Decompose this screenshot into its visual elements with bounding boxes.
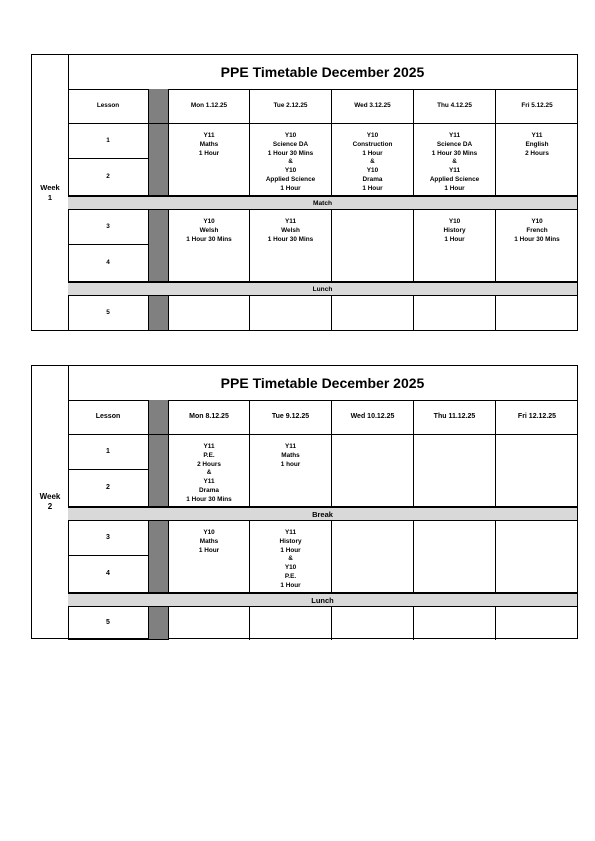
day-header: Wed 10.12.25 [332, 400, 414, 435]
exam-slot [332, 296, 414, 331]
lesson-number: 5 [68, 607, 149, 640]
week-table [31, 365, 578, 639]
spacer-column [149, 435, 169, 507]
lesson-number: 5 [68, 296, 149, 331]
exam-slot [414, 435, 496, 507]
day-header: Mon 8.12.25 [169, 400, 250, 435]
lesson-number: 3 [68, 521, 149, 556]
exam-slot: Y10 Construction 1 Hour & Y10 Drama 1 Hour [332, 124, 414, 196]
exam-slot: Y11 Maths 1 Hour [169, 124, 250, 196]
day-header: Thu 11.12.25 [414, 400, 496, 435]
exam-slot [414, 607, 496, 640]
lesson-number: 3 [68, 210, 149, 245]
week-label: Week 1 [32, 55, 69, 330]
exam-slot: Y10 Welsh 1 Hour 30 Mins [169, 210, 250, 282]
exam-slot: Y10 Science DA 1 Hour 30 Mins & Y10 Applied Science 1 Hour [250, 124, 332, 196]
timetable-title: PPE Timetable December 2025 [68, 366, 577, 401]
exam-slot: Y11 Welsh 1 Hour 30 Mins [250, 210, 332, 282]
exam-slot: Y11 Science DA 1 Hour 30 Mins & Y11 Applied Science 1 Hour [414, 124, 496, 196]
day-header: Wed 3.12.25 [332, 89, 414, 124]
day-header: Tue 9.12.25 [250, 400, 332, 435]
lesson-number: 2 [68, 470, 149, 507]
spacer-column [149, 89, 169, 124]
exam-slot [332, 435, 414, 507]
exam-slot: Y11 History 1 Hour & Y10 P.E. 1 Hour [250, 521, 332, 593]
lunch-band: Lunch [68, 282, 577, 296]
lesson-header: Lesson [68, 400, 149, 435]
exam-slot [332, 521, 414, 593]
lesson-number: 4 [68, 245, 149, 282]
break-band: Break [68, 507, 577, 521]
spacer-column [149, 210, 169, 282]
spacer-column [149, 124, 169, 196]
exam-slot [250, 296, 332, 331]
spacer-column [149, 607, 169, 640]
spacer-column [149, 400, 169, 435]
week-label: Week 2 [32, 366, 69, 638]
day-header: Fri 12.12.25 [496, 400, 578, 435]
exam-slot [250, 607, 332, 640]
lunch-band: Lunch [68, 593, 577, 607]
lesson-number: 2 [68, 159, 149, 196]
day-header: Mon 1.12.25 [169, 89, 250, 124]
exam-slot [332, 607, 414, 640]
exam-slot [332, 210, 414, 282]
exam-slot [496, 521, 578, 593]
exam-slot [496, 435, 578, 507]
exam-slot [414, 521, 496, 593]
spacer-column [149, 521, 169, 593]
day-header: Fri 5.12.25 [496, 89, 578, 124]
day-header: Thu 4.12.25 [414, 89, 496, 124]
exam-slot: Y10 French 1 Hour 30 Mins [496, 210, 578, 282]
exam-slot [414, 296, 496, 331]
exam-slot: Y11 Maths 1 hour [250, 435, 332, 507]
exam-slot: Y10 Maths 1 Hour [169, 521, 250, 593]
day-header: Tue 2.12.25 [250, 89, 332, 124]
exam-slot [496, 607, 578, 640]
lesson-number: 4 [68, 556, 149, 593]
lesson-number: 1 [68, 435, 149, 470]
lesson-number: 1 [68, 124, 149, 159]
exam-slot [169, 607, 250, 640]
exam-slot: Y11 English 2 Hours [496, 124, 578, 196]
spacer-column [149, 296, 169, 331]
exam-slot: Y11 P.E. 2 Hours & Y11 Drama 1 Hour 30 Mins [169, 435, 250, 507]
break-band: Match [68, 196, 577, 210]
lesson-header: Lesson [68, 89, 149, 124]
timetable-title: PPE Timetable December 2025 [68, 55, 577, 90]
week-table [31, 54, 578, 331]
exam-slot [496, 296, 578, 331]
exam-slot: Y10 History 1 Hour [414, 210, 496, 282]
exam-slot [169, 296, 250, 331]
